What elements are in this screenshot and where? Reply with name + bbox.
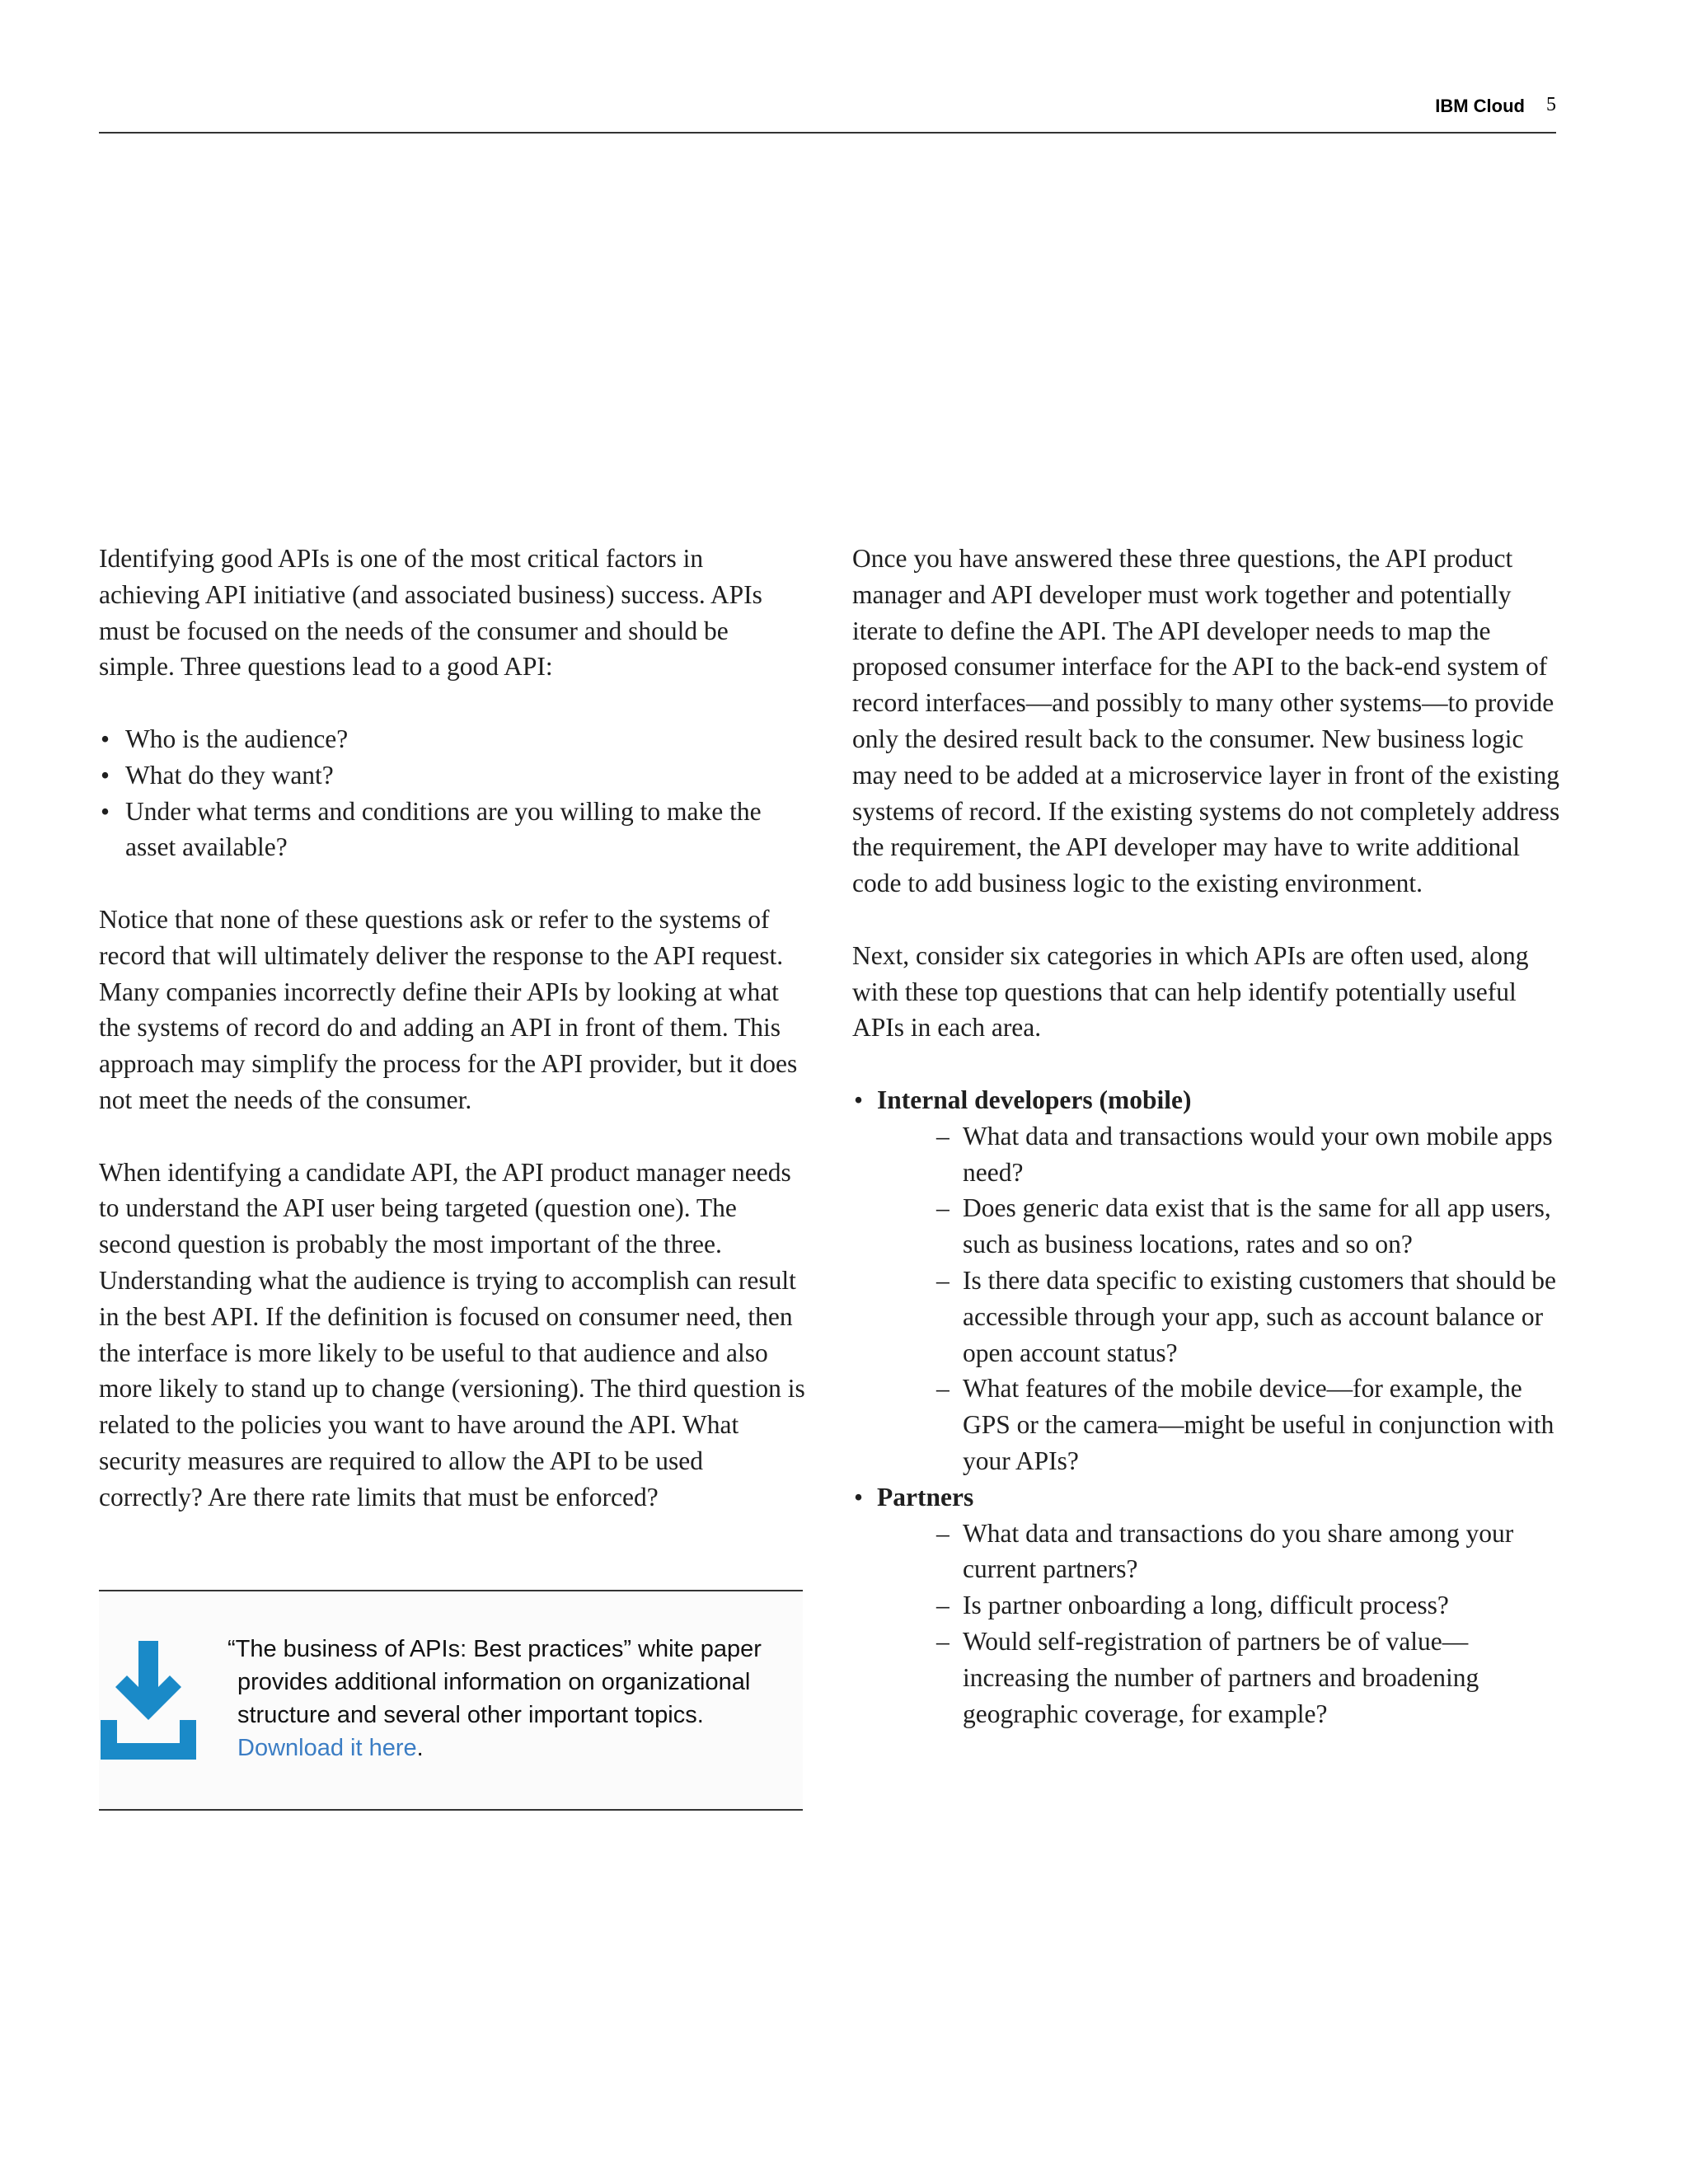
list-item: • Under what terms and conditions are you willing to make the asset available? xyxy=(99,794,808,866)
intro-paragraph: Identifying good APIs is one of the most critical factors in achieving API initiative (and associated business) success. APIs must be focused on the needs of the consumer and should be simple. Three questions lead to a good API: xyxy=(99,544,762,682)
callout-line: provides additional information on organizational xyxy=(237,1669,751,1695)
category-questions xyxy=(877,1118,1569,1479)
list-item: • Who is the audience? xyxy=(99,721,808,757)
questions-list xyxy=(99,721,808,865)
list-item: – Does generic data exist that is the same for all app users, such as business locations, rates and so on? xyxy=(936,1190,1569,1263)
category-title: Internal developers (mobile) xyxy=(877,1085,1192,1114)
callout-download-line xyxy=(227,1732,804,1765)
list-item: – Is there data specific to existing customers that should be accessible through your app, such as account balance or open account status? xyxy=(936,1263,1569,1371)
whitepaper-callout xyxy=(99,1590,803,1811)
category-title: Partners xyxy=(877,1482,974,1511)
iterate-paragraph: Once you have answered these three questions, the API product manager and API developer must work together and potentially iterate to define the API. The API developer needs to map the proposed consumer interface for the API to the back-end system of record interfaces—and possibly to many other systems—to provide only the desired result back to the consumer. New business logic may need to be added at a microservice layer in front of the existing systems of record. If the existing systems do not completely address the requirement, the API developer may have to write additional code to add business logic to the existing environment. xyxy=(852,544,1560,898)
left-column xyxy=(99,541,808,1551)
list-item: – Is partner onboarding a long, difficult process? xyxy=(936,1587,1569,1624)
list-item: • What do they want? xyxy=(99,757,808,794)
categories-intro-paragraph: Next, consider six categories in which APIs are often used, along with these top questions that can help identify potentially useful APIs in each area. xyxy=(852,940,1529,1043)
header-brand: IBM Cloud xyxy=(1435,96,1525,116)
category-item xyxy=(852,1479,1569,1732)
link-suffix: . xyxy=(416,1735,424,1761)
right-column xyxy=(852,541,1569,1732)
download-link[interactable]: Download it here xyxy=(237,1735,417,1761)
callout-text xyxy=(227,1633,804,1765)
category-questions xyxy=(877,1516,1569,1732)
list-item: – What data and transactions would your own mobile apps need? xyxy=(936,1118,1569,1191)
page-header xyxy=(99,92,1556,134)
list-item: – What data and transactions do you share among your current partners? xyxy=(936,1516,1569,1588)
list-item: – Would self-registration of partners be of value—increasing the number of partners and broadening geographic coverage, for example? xyxy=(936,1624,1569,1732)
list-item: – What features of the mobile device—for example, the GPS or the camera—might be useful in conjunction with your APIs? xyxy=(936,1371,1569,1479)
callout-line: “The business of APIs: Best practices” white paper xyxy=(227,1636,762,1662)
callout-line: structure and several other important topics. xyxy=(237,1702,704,1728)
candidate-api-paragraph: When identifying a candidate API, the API product manager needs to understand the API user being targeted (question one). The second question is probably the most important of the three. Understanding what the audience is trying to accomplish can result in the best API. If the definition is focused on consumer need, then the interface is more likely to be useful to that audience and also more likely to stand up to change (versioning). The third question is related to the policies you want to have around the API. What security measures are required to allow the API to be used correctly? Are there rate limits that must be enforced? xyxy=(99,1157,805,1511)
systems-of-record-paragraph: Notice that none of these questions ask or refer to the systems of record that will ultimately deliver the response to the API request. Many companies incorrectly define their APIs by looking at what the systems of record do and adding an API in front of them. This approach may simplify the process for the API provider, but it does not meet the needs of the consumer. xyxy=(99,904,798,1114)
categories-list xyxy=(852,1082,1569,1732)
page-number: 5 xyxy=(1546,94,1556,115)
category-item xyxy=(852,1082,1569,1479)
download-icon[interactable] xyxy=(101,1641,196,1760)
